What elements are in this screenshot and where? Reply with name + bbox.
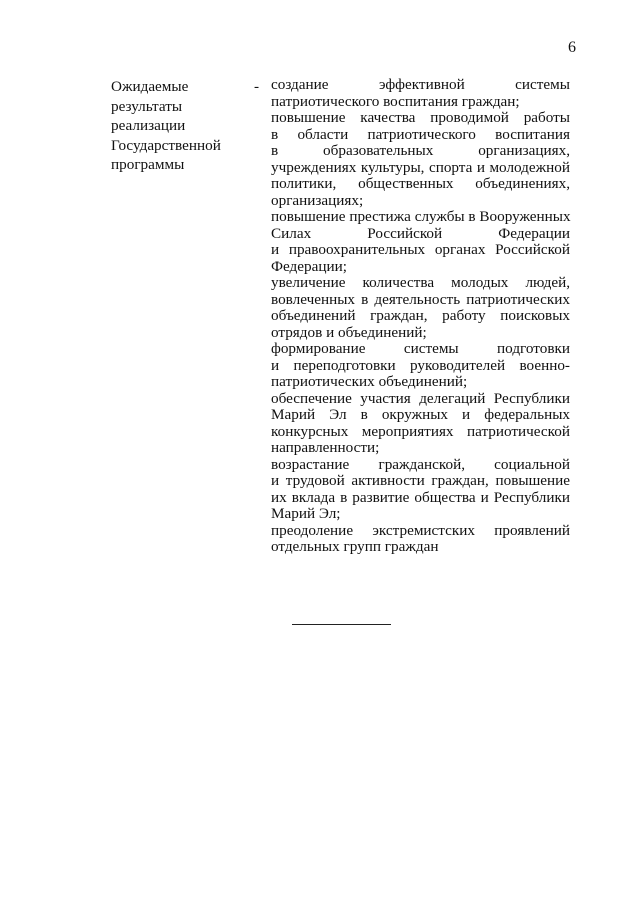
result-line: Марий Эл в окружных и федеральных (271, 406, 570, 423)
section-label-line: Ожидаемые (111, 78, 189, 95)
result-line: в образовательных организациях, (271, 142, 570, 159)
result-item (271, 275, 570, 341)
result-line: учреждениях культуры, спорта и молодежной (271, 158, 570, 176)
result-line: обеспечение участия делегаций Республики (271, 389, 570, 407)
result-line: вовлеченных в деятельность патриотических (271, 290, 570, 308)
result-item (271, 341, 570, 391)
result-item (271, 391, 570, 457)
end-separator-line (292, 624, 391, 625)
result-line: политики, общественных объединениях, (271, 175, 570, 192)
result-line: их вклада в развитие общества и Республики (271, 488, 570, 506)
result-line: организациях; (271, 191, 364, 209)
result-line: формирование системы подготовки (271, 340, 570, 357)
result-line: в области патриотического воспитания (271, 125, 570, 143)
result-line: отдельных групп граждан (271, 538, 439, 555)
result-item (271, 457, 570, 523)
result-line: Марий Эл; (271, 505, 341, 522)
result-line: возрастание гражданской, социальной (271, 455, 570, 473)
result-line: увеличение количества молодых людей, (271, 274, 570, 291)
dash-separator: - (254, 78, 260, 95)
result-line: и переподготовки руководителей военно- (271, 356, 570, 374)
result-item (271, 110, 570, 209)
result-line: и трудовой активности граждан, повышение (271, 472, 570, 489)
result-item (271, 209, 570, 275)
result-line: Федерации; (271, 257, 347, 275)
result-line: создание эффективной системы (271, 76, 570, 93)
expected-results (271, 77, 570, 556)
result-line: и правоохранительных органах Российской (271, 241, 570, 258)
result-line: патриотического воспитания граждан; (271, 92, 520, 110)
result-line: объединений граждан, работу поисковых (271, 307, 570, 324)
result-line: конкурсных мероприятиях патриотической (271, 422, 570, 440)
section-label-line: Государственной (111, 136, 221, 154)
result-line: повышение престижа службы в Вооруженных (271, 208, 571, 225)
page-number: 6 (568, 39, 576, 56)
result-item (271, 523, 570, 556)
section-label-line: программы (111, 156, 185, 173)
section-label (111, 77, 251, 175)
result-line: направленности; (271, 439, 380, 456)
result-item (271, 77, 570, 110)
section-label-line: результаты (111, 97, 183, 115)
result-line: повышение качества проводимой работы (271, 109, 570, 126)
result-line: патриотических объединений; (271, 373, 468, 390)
result-line: Силах Российской Федерации (271, 224, 570, 242)
result-line: преодоление экстремистских проявлений (271, 521, 570, 539)
result-line: отрядов и объединений; (271, 323, 427, 341)
section-label-line: реализации (111, 117, 186, 134)
